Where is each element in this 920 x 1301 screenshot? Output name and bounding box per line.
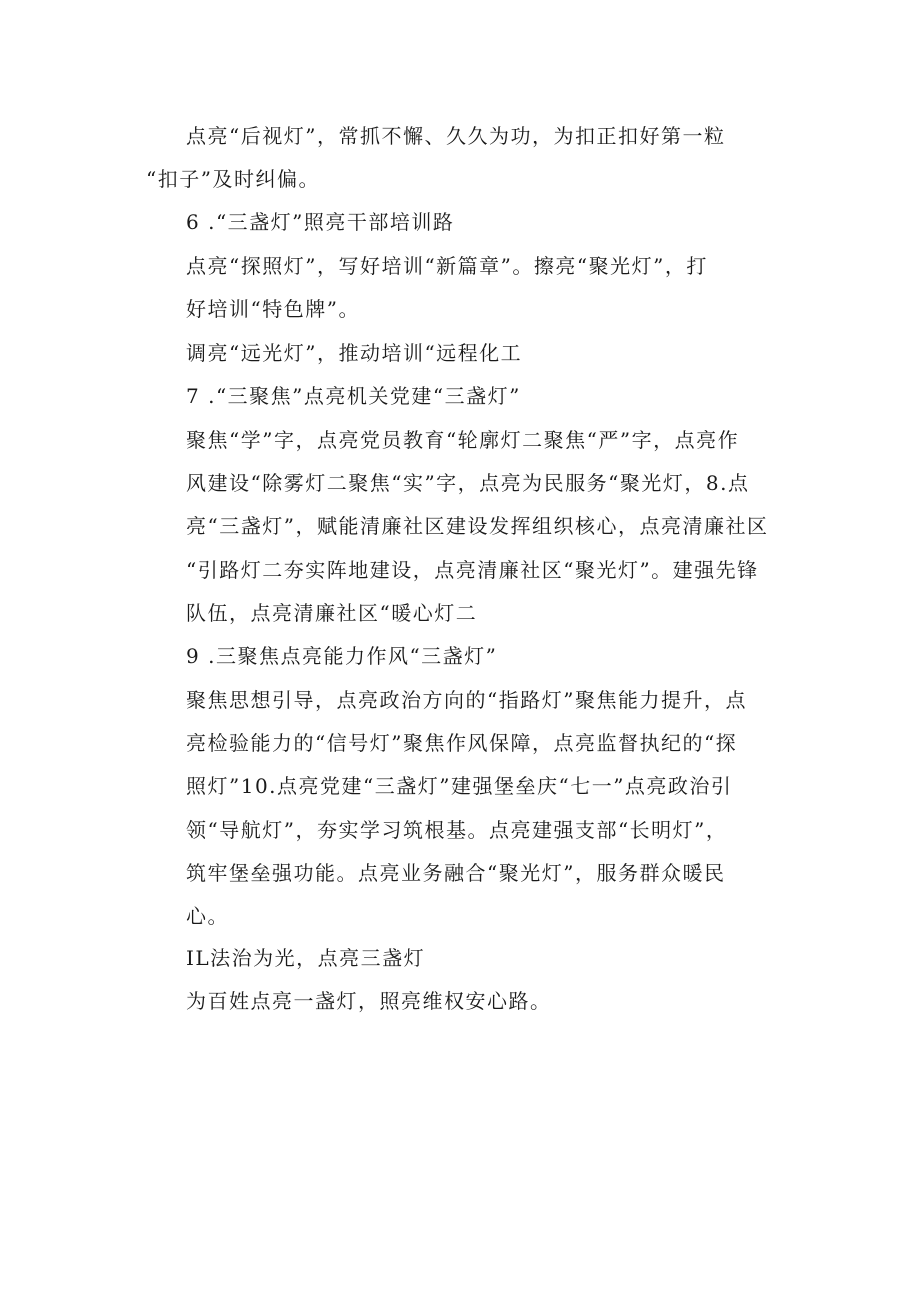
text-line: 调亮“远光灯”，推动培训“远程化工 bbox=[186, 341, 523, 365]
section-heading: 6 .“三盏灯”照亮干部培训路 bbox=[186, 210, 455, 234]
text-line: “扣子”及时纠偏。 bbox=[146, 167, 320, 191]
text-line: 聚焦“学”字，点亮党员教育“轮廓灯二聚焦“严”字，点亮作 bbox=[186, 428, 740, 452]
text-line: 亮“三盏灯”，赋能清廉社区建设发挥组织核心，点亮清廉社区 bbox=[186, 514, 769, 538]
text-line: 为百姓点亮一盏灯，照亮维权安心路。 bbox=[186, 989, 552, 1013]
section-heading: IL法治为光，点亮三盏灯 bbox=[186, 946, 426, 970]
section-heading: 7 .“三聚焦”点亮机关党建“三盏灯” bbox=[186, 384, 521, 408]
text-line: 心。 bbox=[186, 904, 229, 928]
text-line: “引路灯二夯实阵地建设，点亮清廉社区“聚光灯”。建强先锋 bbox=[186, 558, 759, 582]
text-line: 聚焦思想引导，点亮政治方向的“指路灯”聚焦能力提升，点 bbox=[186, 688, 747, 712]
text-line: 照灯”10.点亮党建“三盏灯”建强堡垒庆“七一”点亮政治引 bbox=[186, 774, 733, 798]
text-line: 好培训“特色牌”。 bbox=[186, 297, 360, 321]
text-line: 亮检验能力的“信号灯”聚焦作风保障，点亮监督执纪的“探 bbox=[186, 731, 738, 755]
text-line: 风建设“除雾灯二聚焦“实”字，点亮为民服务“聚光灯，8.点 bbox=[186, 471, 750, 495]
text-line: 领“导航灯”，夯实学习筑根基。点亮建强支部“长明灯”， bbox=[186, 818, 728, 842]
text-line: 点亮“探照灯”，写好培训“新篇章”。擦亮“聚光灯”，打 bbox=[186, 254, 708, 278]
section-heading: 9 .三聚焦点亮能力作风“三盏灯” bbox=[186, 644, 498, 668]
text-line: 点亮“后视灯”，常抓不懈、久久为功，为扣正扣好第一粒 bbox=[186, 124, 726, 148]
text-line: 筑牢堡垒强功能。点亮业务融合“聚光灯”，服务群众暖民 bbox=[186, 861, 726, 885]
text-line: 队伍，点亮清廉社区“暖心灯二 bbox=[186, 601, 478, 625]
